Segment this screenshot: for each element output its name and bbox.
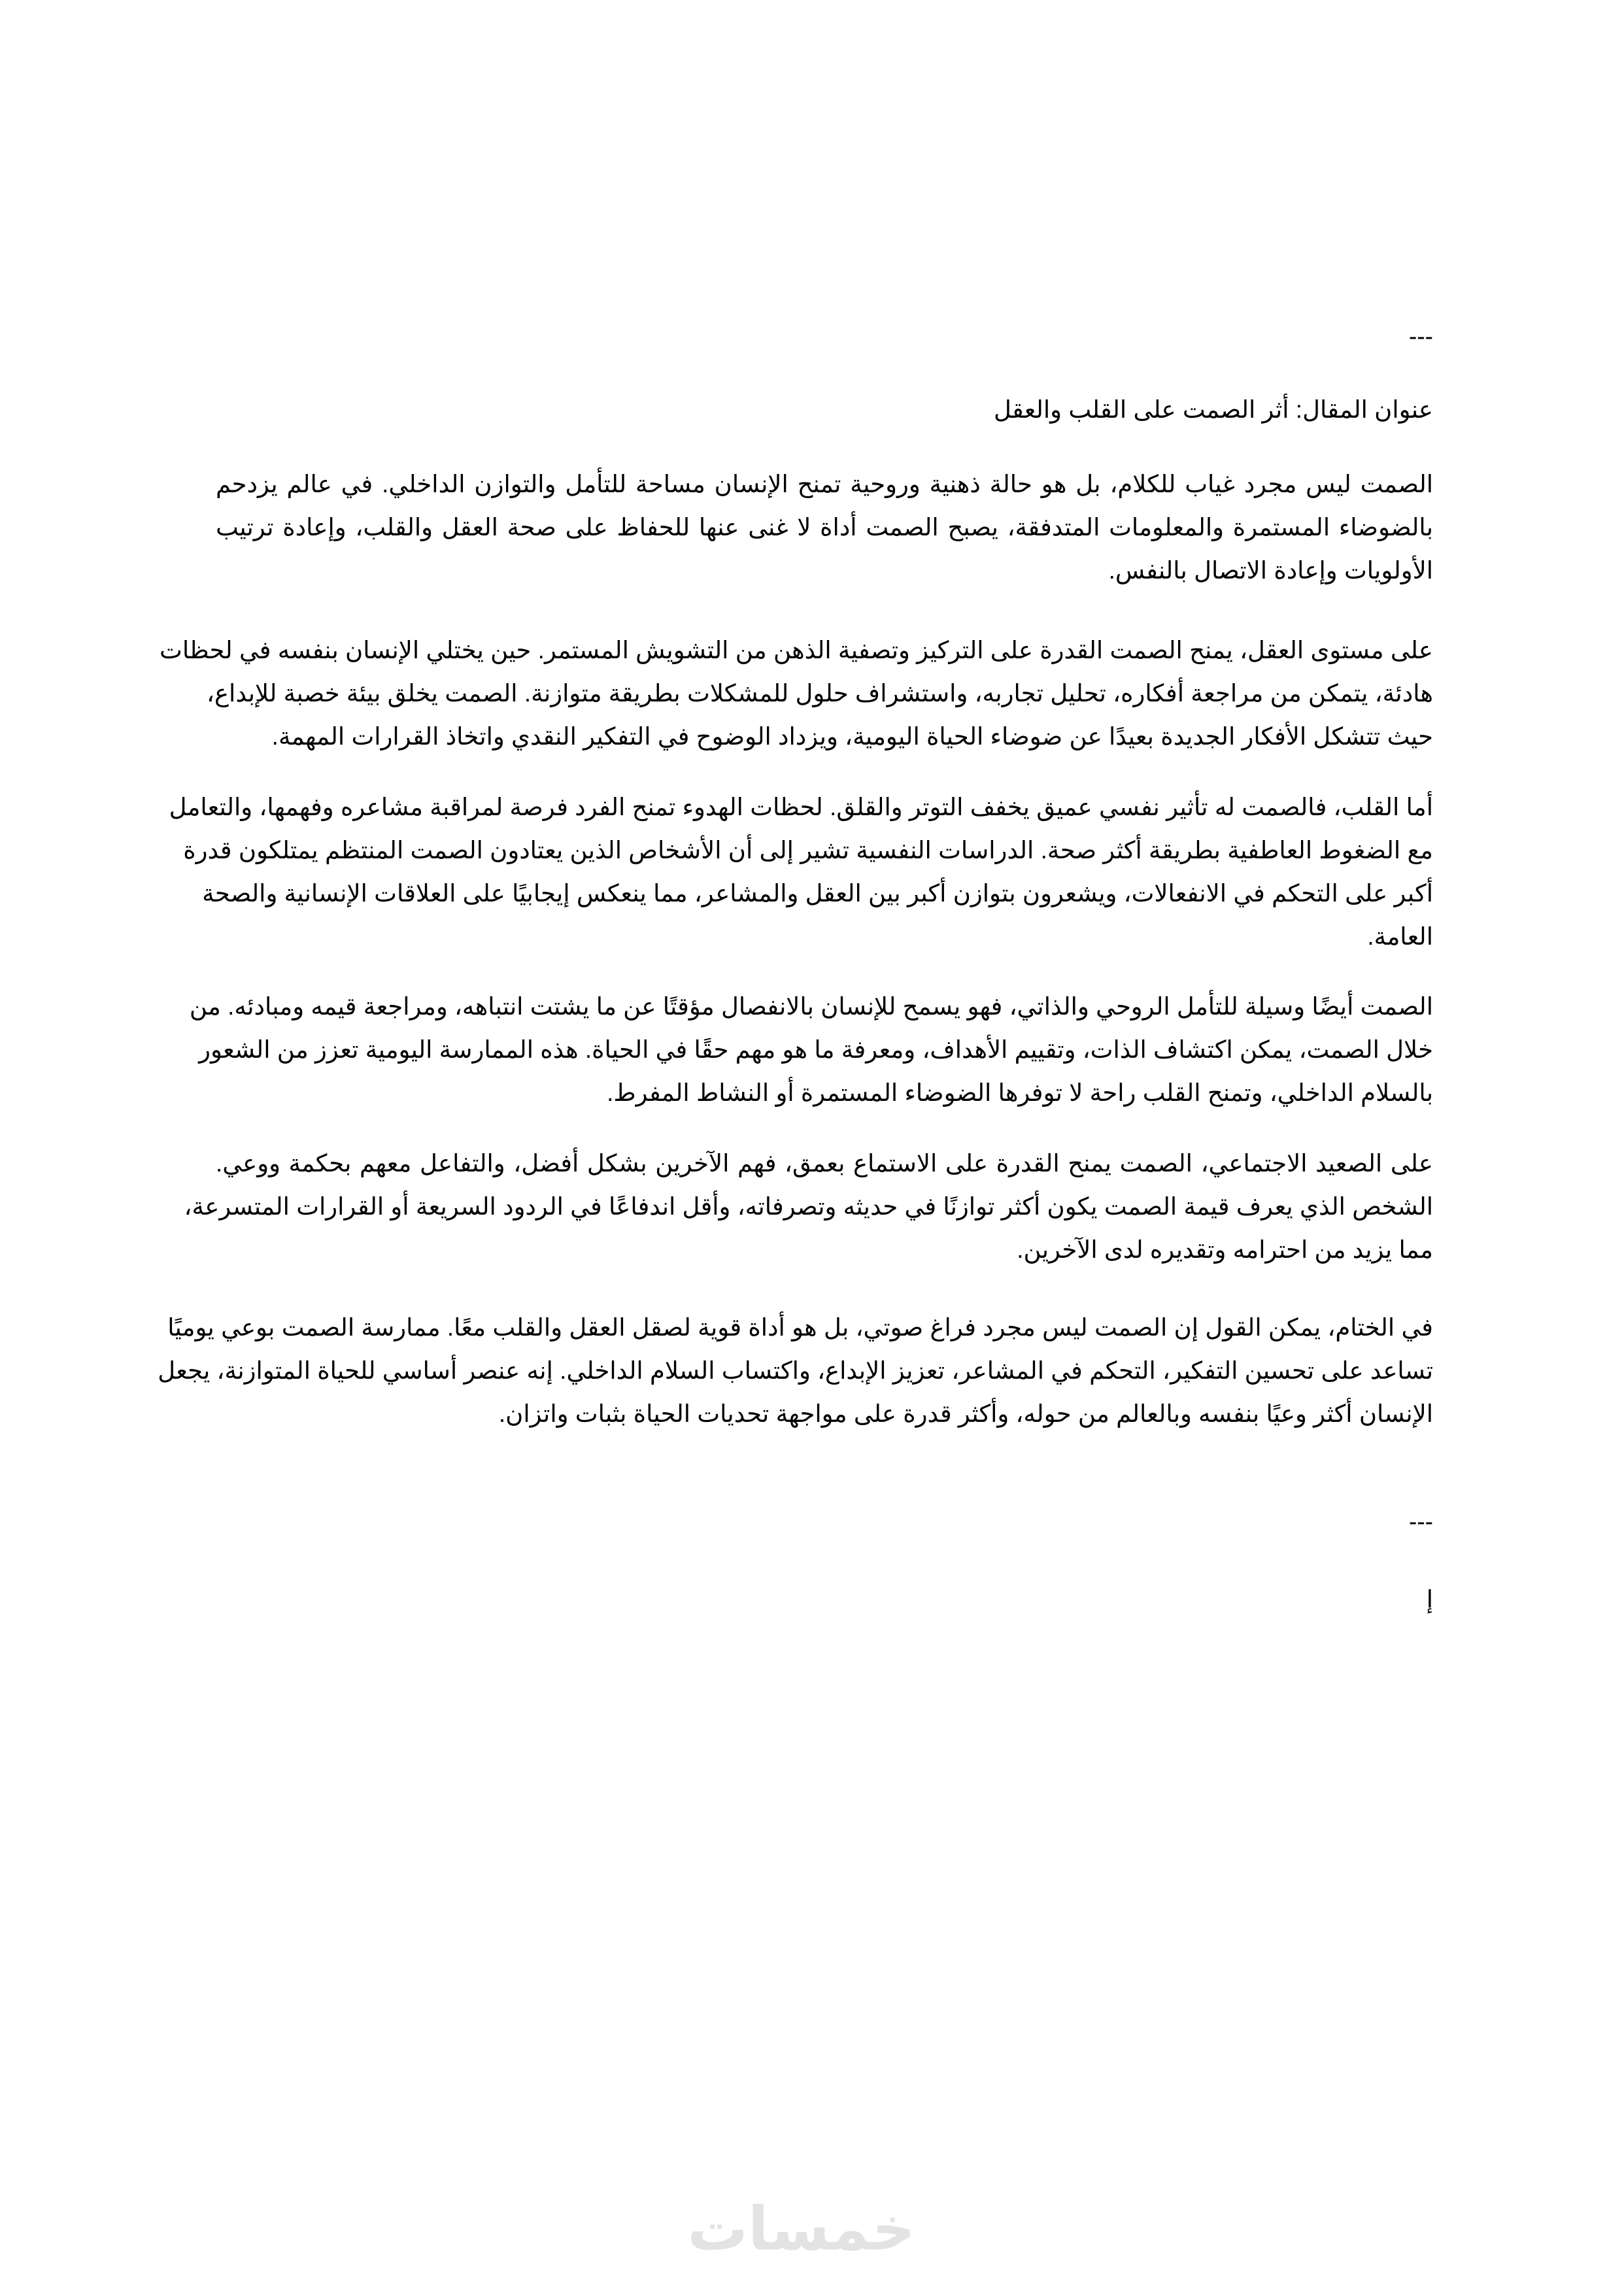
paragraph-line: في الختام، يمكن القول إن الصمت ليس مجرد فراغ صوتي، بل هو أداة قوية لصقل العقل والقلب معًا. ممارسة الصمت بوعي يوميًا xyxy=(167,1314,1433,1341)
paragraph-line: الأولويات وإعادة الاتصال بالنفس. xyxy=(1108,557,1433,584)
paragraph-line: حيث تتشكل الأفكار الجديدة بعيدًا عن ضوضاء الحياة اليومية، ويزداد الوضوح في التفكير النقدي واتخاذ القرارات المهمة. xyxy=(271,723,1433,750)
paragraph-line: على الصعيد الاجتماعي، الصمت يمنح القدرة على الاستماع بعمق، فهم الآخرين بشكل أفضل، والتفاعل معهم بحكمة ووعي. xyxy=(216,1150,1433,1177)
paragraph-line: تساعد على تحسين التفكير، التحكم في المشاعر، تعزيز الإبداع، واكتساب السلام الداخلي. إنه عنصر أساسي للحياة المتوازنة، يجعل xyxy=(158,1357,1433,1384)
paragraph-spiritual xyxy=(189,985,1433,1115)
paragraph-line: أكبر على التحكم في الانفعالات، ويشعرون بتوازن أكبر بين العقل والمشاعر، مما ينعكس إيجابيًا على العلاقات الإنسانية والصحة xyxy=(202,880,1433,907)
paragraph-line: هادئة، يتمكن من مراجعة أفكاره، تحليل تجاربه، واستشراف حلول للمشكلات بطريقة متوازنة. الصمت يخلق بيئة خصبة للإبداع، xyxy=(207,680,1433,707)
paragraph-social xyxy=(184,1142,1433,1272)
paragraph-heart xyxy=(169,786,1433,958)
separator-top: --- xyxy=(1409,323,1433,350)
paragraph-line: الشخص الذي يعرف قيمة الصمت يكون أكثر توازنًا في حديثه وتصرفاته، وأقل اندفاعًا في الردود السريعة أو القرارات المتسرعة، xyxy=(184,1193,1433,1220)
trailing-character: إ xyxy=(1426,1586,1433,1613)
paragraph-mind xyxy=(160,629,1433,758)
paragraph-line: مما يزيد من احترامه وتقديره لدى الآخرين. xyxy=(1017,1236,1433,1263)
paragraph-line: العامة. xyxy=(1367,923,1433,950)
paragraph-line: الصمت أيضًا وسيلة للتأمل الروحي والذاتي، فهو يسمح للإنسان بالانفصال مؤقتًا عن ما يشتت انتباهه، ومراجعة قيمه ومبادئه. من xyxy=(189,993,1433,1020)
paragraph-intro xyxy=(216,463,1433,592)
paragraph-line: الإنسان أكثر وعيًا بنفسه وبالعالم من حوله، وأكثر قدرة على مواجهة تحديات الحياة بثبات واتزان. xyxy=(498,1400,1433,1427)
paragraph-line: على مستوى العقل، يمنح الصمت القدرة على التركيز وتصفية الذهن من التشويش المستمر. حين يختلي الإنسان بنفسه في لحظات xyxy=(160,637,1433,664)
paragraph-line: خلال الصمت، يمكن اكتشاف الذات، وتقييم الأهداف، ومعرفة ما هو مهم حقًا في الحياة. هذه الممارسة اليومية تعزز من الشعور xyxy=(199,1036,1433,1063)
paragraph-line: أما القلب، فالصمت له تأثير نفسي عميق يخفف التوتر والقلق. لحظات الهدوء تمنح الفرد فرصة لمراقبة مشاعره وفهمها، والتعامل xyxy=(169,794,1433,820)
title-text: عنوان المقال: أثر الصمت على القلب والعقل xyxy=(994,396,1433,423)
paragraph-conclusion xyxy=(158,1306,1433,1436)
paragraph-line: بالسلام الداخلي، وتمنح القلب راحة لا توفرها الضوضاء المستمرة أو النشاط المفرط. xyxy=(607,1079,1433,1106)
separator-bottom: --- xyxy=(1409,1508,1433,1535)
paragraph-line: بالضوضاء المستمرة والمعلومات المتدفقة، يصبح الصمت أداة لا غنى عنها للحفاظ على صحة العقل والقلب، وإعادة ترتيب xyxy=(216,514,1433,541)
watermark-logo: خمسات xyxy=(687,2196,915,2263)
article-title xyxy=(216,388,1433,431)
paragraph-line: مع الضغوط العاطفية بطريقة أكثر صحة. الدراسات النفسية تشير إلى أن الأشخاص الذين يعتادون الصمت المنتظم يمتلكون قدرة xyxy=(183,837,1433,864)
paragraph-line: الصمت ليس مجرد غياب للكلام، بل هو حالة ذهنية وروحية تمنح الإنسان مساحة للتأمل والتوازن الداخلي. في عالم يزدحم xyxy=(216,471,1433,498)
